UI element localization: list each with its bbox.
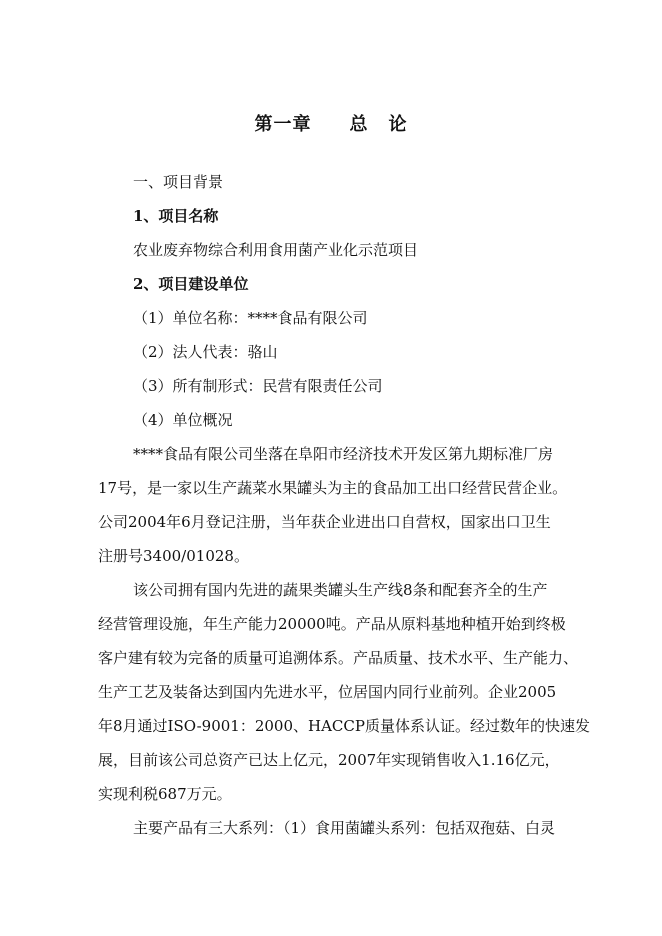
paragraph-line: 注册号3400/01028。 — [98, 547, 249, 565]
section-heading-project-name: 1、项目名称 — [133, 207, 219, 225]
paragraph-line: 实现利税687万元。 — [98, 785, 232, 803]
chapter-title-char: 论 — [388, 114, 408, 135]
section-heading-background: 一、项目背景 — [133, 173, 224, 191]
paragraph-line: 公司2004年6月登记注册，当年获企业进出口自营权，国家出口卫生 — [98, 513, 551, 531]
paragraph-line: 17号，是一家以生产蔬菜水果罐头为主的食品加工出口经营民营企业。 — [98, 479, 568, 497]
chapter-number: 第一章 — [254, 114, 312, 135]
paragraph-line: 主要产品有三大系列：（1）食用菌罐头系列：包括双孢菇、白灵 — [133, 819, 556, 837]
paragraph-line: 展，目前该公司总资产已达上亿元，2007年实现销售收入1.16亿元， — [98, 751, 560, 769]
project-name-text: 农业废弃物综合利用食用菌产业化示范项目 — [133, 241, 419, 259]
unit-item: （4）单位概况 — [133, 411, 233, 429]
paragraph-line: 客户建有较为完备的质量可追溯体系。产品质量、技术水平、生产能力、 — [98, 649, 579, 667]
chapter-title — [0, 110, 662, 136]
chapter-title-char: 总 — [349, 114, 369, 135]
paragraph-line: 年8月通过ISO-9001：2000、HACCP质量体系认证。经过数年的快速发 — [98, 717, 590, 735]
paragraph-line: 该公司拥有国内先进的蔬果类罐头生产线8条和配套齐全的生产 — [133, 581, 548, 599]
paragraph-line: 生产工艺及装备达到国内先进水平，位居国内同行业前列。企业2005 — [98, 683, 557, 701]
unit-item: （3）所有制形式：民营有限责任公司 — [133, 377, 383, 395]
unit-item: （1）单位名称：****食品有限公司 — [133, 309, 368, 327]
unit-item: （2）法人代表：骆山 — [133, 343, 278, 361]
paragraph-line: ****食品有限公司坐落在阜阳市经济技术开发区第九期标准厂房 — [133, 445, 554, 463]
paragraph-line: 经营管理设施，年生产能力20000吨。产品从原料基地种植开始到终极 — [98, 615, 566, 633]
section-heading-unit: 2、项目建设单位 — [133, 275, 249, 293]
